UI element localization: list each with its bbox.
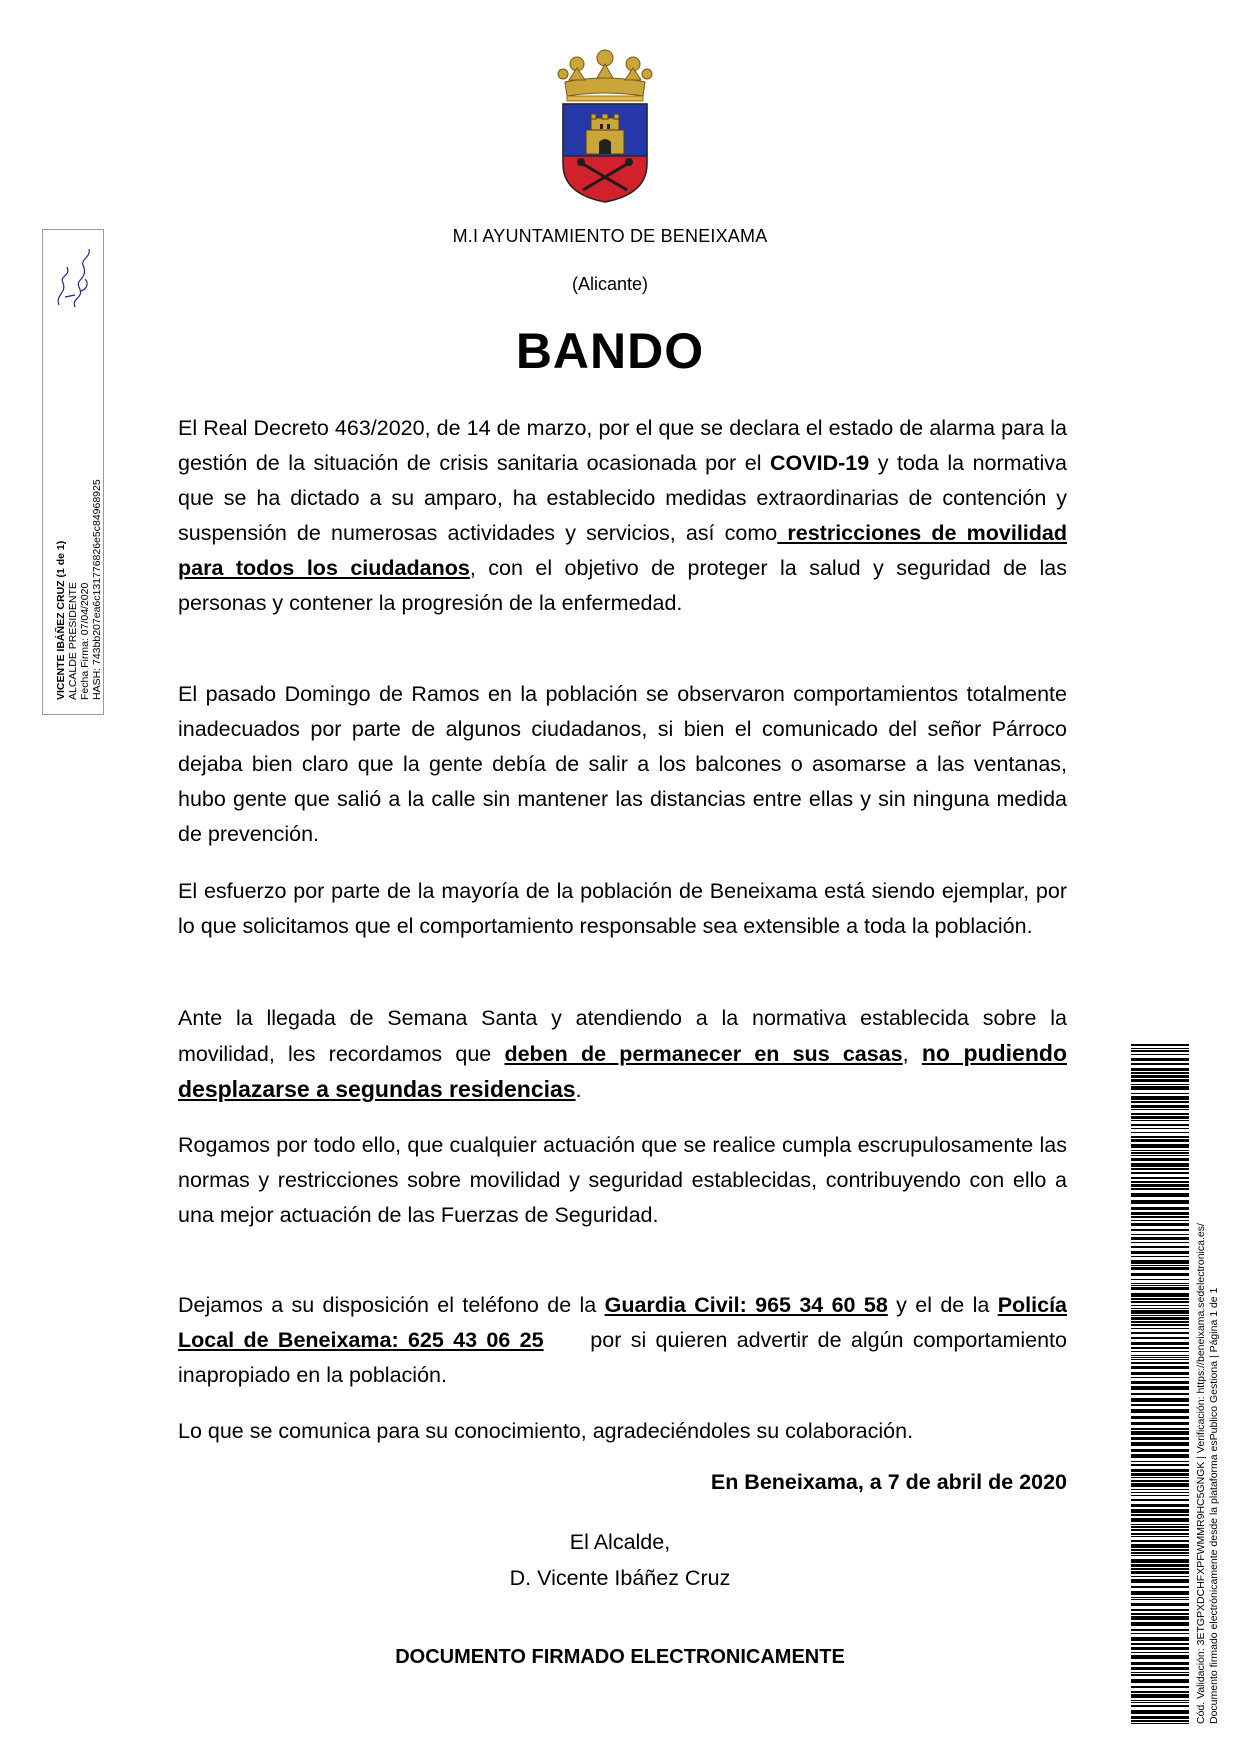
barcode-bar — [1131, 1155, 1189, 1156]
barcode-bar — [1131, 1113, 1189, 1115]
barcode-bar — [1131, 1251, 1189, 1254]
underlined-stay-home: deben de permanecer en sus casas — [504, 1042, 903, 1066]
signer-name: VICENTE IBÁÑEZ CRUZ (1 de 1) — [55, 540, 67, 700]
paragraph-text: , con el objetivo de proteger la salud y seguridad de las personas y contener la progresión de la enfermedad. — [178, 556, 1067, 615]
barcode-bar — [1131, 1549, 1189, 1551]
barcode-bar — [1131, 1347, 1189, 1349]
barcode-bar — [1131, 1101, 1189, 1103]
barcode-bar — [1131, 1599, 1189, 1600]
barcode-bar — [1131, 1116, 1189, 1119]
barcode-bar — [1131, 1124, 1189, 1126]
barcode-bar — [1131, 1287, 1189, 1290]
barcode-bar — [1131, 1454, 1189, 1458]
barcode-bar — [1131, 1324, 1189, 1326]
barcode-bar — [1131, 1072, 1189, 1074]
barcode-bar — [1131, 1536, 1189, 1537]
barcode-bar — [1131, 1234, 1189, 1235]
paragraph-text: . — [575, 1078, 582, 1102]
barcode-bar — [1131, 1337, 1189, 1339]
paragraph-text: , — [902, 1042, 922, 1066]
barcode-bar — [1131, 1188, 1189, 1190]
barcode-bar — [1131, 1321, 1189, 1323]
barcode-bar — [1131, 1504, 1189, 1507]
barcode-bar — [1131, 1591, 1189, 1595]
document-title: BANDO — [515, 323, 705, 379]
signature-box — [42, 229, 104, 715]
underlined-no-second-homes: no pudiendo desplazarse a segundas residencias — [178, 1040, 1067, 1102]
barcode-bar — [1131, 1422, 1189, 1425]
paragraph-closing: Lo que se comunica para su conocimiento, agradeciéndoles su colaboración. — [178, 1419, 914, 1443]
verification-text — [1195, 1223, 1221, 1724]
barcode-bar — [1131, 1305, 1189, 1306]
paragraph-text: y el de la — [887, 1293, 998, 1317]
barcode-bar — [1131, 1386, 1189, 1390]
signature-date: Fecha Firma: 07/04/2020 — [79, 582, 91, 700]
barcode-bar — [1131, 1576, 1189, 1577]
barcode-bar — [1131, 1120, 1189, 1121]
barcode-bar — [1131, 1193, 1189, 1197]
barcode-bar — [1131, 1509, 1189, 1513]
barcode-bar — [1131, 1586, 1189, 1588]
signatory-role: El Alcalde, — [569, 1530, 671, 1554]
barcode-bar — [1131, 1093, 1189, 1094]
barcode-bar — [1131, 1613, 1189, 1615]
barcode-bar — [1131, 1063, 1189, 1065]
barcode-bar — [1131, 1293, 1189, 1297]
barcode-bar — [1131, 1109, 1189, 1110]
barcode-bar — [1131, 1128, 1189, 1129]
barcode-bar — [1131, 1207, 1189, 1210]
signer-position: ALCALDE PRESIDENTE — [67, 582, 79, 700]
signatory-name: D. Vicente Ibáñez Cruz — [509, 1566, 731, 1590]
barcode-bar — [1131, 1686, 1189, 1688]
barcode-bar — [1131, 1529, 1189, 1531]
barcode-bar — [1131, 1442, 1189, 1446]
barcode-bar — [1131, 1559, 1189, 1563]
barcode-bar — [1131, 1084, 1189, 1085]
local-police-phone: Policía Local de Beneixama: 625 43 06 25 — [178, 1293, 1068, 1352]
barcode-bar — [1131, 1079, 1189, 1082]
barcode-bar — [1131, 1662, 1189, 1665]
barcode-bar — [1131, 1260, 1189, 1264]
barcode-bar — [1131, 1317, 1189, 1320]
barcode-bar — [1131, 1216, 1189, 1218]
barcode-bar — [1131, 1637, 1189, 1641]
barcode-bar — [1131, 1667, 1189, 1670]
barcode-bar — [1131, 1242, 1189, 1243]
barcode-bar — [1131, 1524, 1189, 1525]
barcode-bar — [1131, 1609, 1189, 1611]
barcode-bar — [1131, 1328, 1189, 1329]
barcode-bar — [1131, 1220, 1189, 1221]
barcode-bar — [1131, 1351, 1189, 1352]
barcode-bar — [1131, 1579, 1189, 1583]
barcode-bar — [1131, 1058, 1189, 1061]
barcode-bar — [1131, 1437, 1189, 1440]
barcode-bar — [1131, 1068, 1189, 1071]
barcode-bar — [1131, 1473, 1189, 1476]
barcode-bar — [1131, 1691, 1189, 1693]
barcode-bar — [1131, 1158, 1189, 1161]
barcode-bar — [1131, 1428, 1189, 1430]
barcode-bar — [1131, 1461, 1189, 1462]
barcode-bar — [1131, 1096, 1189, 1100]
province-name: (Alicante) — [571, 274, 649, 294]
barcode-bar — [1131, 1480, 1189, 1482]
barcode-bar — [1131, 1622, 1189, 1626]
barcode-bar — [1131, 1705, 1189, 1707]
barcode-bar — [1131, 1132, 1189, 1133]
barcode-bar — [1131, 1184, 1189, 1187]
paragraph-text: Ante la llegada de Semana Santa y atendiendo a la normativa establecida sobre la movilidad, les recordamos que — [178, 1006, 1067, 1066]
paragraph-decree — [178, 411, 1067, 621]
barcode-bar — [1131, 1229, 1189, 1231]
paragraph-effort: El esfuerzo por parte de la mayoría de la población de Beneixama está siendo ejemplar, por lo que solicitamos que el comportamiento responsable sea extensible a toda la población. — [178, 879, 1067, 938]
barcode-bar — [1131, 1499, 1189, 1501]
barcode-bar — [1131, 1139, 1189, 1142]
barcode-bar — [1131, 1332, 1189, 1334]
barcode-bar — [1131, 1223, 1189, 1226]
barcode-bar — [1131, 1647, 1189, 1650]
barcode-bar — [1131, 1315, 1189, 1316]
signatory-block — [400, 1524, 840, 1596]
barcode-bar — [1131, 1054, 1189, 1055]
barcode-bar — [1131, 1177, 1189, 1179]
barcode-bar — [1131, 1571, 1189, 1574]
barcode-bar — [1131, 1355, 1189, 1356]
paragraph-text: El Real Decreto 463/2020, de 14 de marzo, por el que se declara el estado de alarma para la gestión de la situación de crisis sanitaria ocasionada por el — [178, 416, 1067, 475]
barcode-bar — [1131, 1518, 1189, 1522]
validation-barcode — [1131, 1044, 1189, 1724]
barcode-bar — [1131, 1163, 1189, 1167]
barcode-bar — [1131, 1267, 1189, 1270]
barcode-bar — [1131, 1564, 1189, 1567]
organization-name: M.I AYUNTAMIENTO DE BENEIXAMA — [452, 226, 768, 246]
barcode-bar — [1131, 1181, 1189, 1183]
barcode-bar — [1131, 1283, 1189, 1284]
electronic-signature-notice: DOCUMENTO FIRMADO ELECTRONICAMENTE — [395, 1646, 845, 1668]
paragraph-text: y toda la normativa que se ha dictado a su amparo, ha establecido medidas extraordinarias de contención y suspensión de numerosas actividades y servicios, así como — [178, 451, 1067, 545]
barcode-bar — [1131, 1366, 1189, 1369]
barcode-bar — [1131, 1694, 1189, 1698]
barcode-bar — [1131, 1265, 1189, 1266]
barcode-bar — [1131, 1526, 1189, 1528]
barcode-bar — [1131, 1655, 1189, 1659]
barcode-bar — [1131, 1310, 1189, 1314]
barcode-bar — [1131, 1700, 1189, 1701]
barcode-bar — [1131, 1540, 1189, 1542]
barcode-bar — [1131, 1362, 1189, 1364]
barcode-bar — [1131, 1273, 1189, 1276]
barcode-bar — [1131, 1212, 1189, 1215]
barcode-bar — [1131, 1048, 1189, 1049]
barcode-bar — [1131, 1342, 1189, 1345]
barcode-bar — [1131, 1710, 1189, 1714]
barcode-bar — [1131, 1377, 1189, 1378]
barcode-bar — [1131, 1544, 1189, 1548]
barcode-bar — [1131, 1723, 1189, 1724]
barcode-bar — [1131, 1200, 1189, 1204]
barcode-bar — [1131, 1308, 1189, 1309]
barcode-bar — [1131, 1152, 1189, 1154]
validation-code: Cód. Validación: 3ETGPXDCHFXPFWMMR9HC5GNGK | Verificación: https://beneixama.sedelectronica.es/ — [1195, 1223, 1207, 1724]
barcode-bar — [1131, 1514, 1189, 1516]
barcode-bar — [1131, 1716, 1189, 1719]
barcode-bar — [1131, 1552, 1189, 1554]
paragraph-holy-week — [178, 1001, 1067, 1108]
platform-notice: Documento firmado electrónicamente desde la plataforma esPublico Gestiona | Página 1 de 1 — [1208, 1287, 1220, 1724]
paragraph-text: Dejamos a su disposición el teléfono de la — [178, 1293, 605, 1317]
coat-of-arms-logo — [555, 44, 655, 204]
barcode-bar — [1131, 1404, 1189, 1406]
bold-covid: COVID-19 — [770, 451, 870, 475]
barcode-bar — [1131, 1464, 1189, 1466]
paragraph-compliance: Rogamos por todo ello, que cualquier actuación que se realice cumpla escrupulosamente las normas y restricciones sobre movilidad y seguridad establecidas, contribuyendo con ello a una mejor actuación de las Fuerzas de Seguridad. — [178, 1133, 1067, 1227]
barcode-bar — [1131, 1629, 1189, 1631]
barcode-bar — [1131, 1489, 1189, 1490]
paragraph-phones — [178, 1288, 1073, 1393]
barcode-bar — [1131, 1672, 1189, 1673]
barcode-bar — [1131, 1301, 1189, 1303]
barcode-bar — [1131, 1679, 1189, 1683]
barcode-bar — [1131, 1643, 1189, 1645]
barcode-bar — [1131, 1533, 1189, 1535]
signature-details — [55, 240, 103, 700]
barcode-bar — [1131, 1398, 1189, 1402]
barcode-bar — [1131, 1431, 1189, 1435]
barcode-bar — [1131, 1256, 1189, 1257]
barcode-bar — [1131, 1279, 1189, 1280]
barcode-bar — [1131, 1597, 1189, 1598]
barcode-bar — [1131, 1136, 1189, 1138]
guardia-civil-phone: Guardia Civil: 965 34 60 58 — [604, 1293, 888, 1317]
barcode-bar — [1131, 1172, 1189, 1174]
barcode-bar — [1131, 1372, 1189, 1375]
barcode-bar — [1131, 1150, 1189, 1151]
barcode-bar — [1131, 1168, 1189, 1170]
barcode-bar — [1131, 1359, 1189, 1360]
signature-hash: HASH: 743bb207ea6c131776826e5c84968925 — [91, 479, 103, 700]
barcode-bar — [1131, 1381, 1189, 1384]
barcode-bar — [1131, 1603, 1189, 1606]
barcode-bar — [1131, 1285, 1189, 1286]
barcode-bar — [1131, 1652, 1189, 1653]
barcode-bar — [1131, 1246, 1189, 1248]
paragraph-palm-sunday: El pasado Domingo de Ramos en la población se observaron comportamientos totalmente inadecuados por parte de algunos ciudadanos, si bien el comunicado del señor Párroco dejaba bien claro que la gente debía de salir a los balcones o asomarse a las ventanas, hubo gente que salió a la calle sin mantener las distancias entre ellas y sin ninguna medida de prevención. — [178, 682, 1067, 846]
barcode-bar — [1131, 1469, 1189, 1472]
barcode-bar — [1131, 1633, 1189, 1634]
barcode-bar — [1131, 1495, 1189, 1496]
barcode-bar — [1131, 1720, 1189, 1722]
barcode-bar — [1131, 1477, 1189, 1478]
barcode-bar — [1131, 1409, 1189, 1413]
date-place: En Beneixama, a 7 de abril de 2020 — [710, 1470, 1067, 1494]
barcode-bar — [1131, 1144, 1189, 1148]
barcode-bar — [1131, 1674, 1189, 1676]
barcode-bar — [1131, 1075, 1189, 1078]
barcode-bar — [1131, 1044, 1189, 1046]
barcode-bar — [1131, 1050, 1189, 1052]
barcode-bar — [1131, 1086, 1189, 1090]
barcode-bar — [1131, 1416, 1189, 1419]
paragraph-text: por si quieren advertir de algún comportamiento inapropiado en la población. — [178, 1328, 1073, 1387]
barcode-bar — [1131, 1237, 1189, 1240]
barcode-bar — [1131, 1449, 1189, 1452]
barcode-bar — [1131, 1298, 1189, 1300]
barcode-bar — [1131, 1568, 1189, 1570]
underlined-restrictions: restricciones de movilidad para todos los ciudadanos — [178, 521, 1067, 580]
barcode-bar — [1131, 1357, 1189, 1358]
barcode-bar — [1131, 1393, 1189, 1395]
barcode-bar — [1131, 1483, 1189, 1487]
barcode-bar — [1131, 1105, 1189, 1108]
barcode-bar — [1131, 1702, 1189, 1703]
barcode-bar — [1131, 1555, 1189, 1556]
barcode-bar — [1131, 1492, 1189, 1493]
barcode-bar — [1131, 1616, 1189, 1620]
